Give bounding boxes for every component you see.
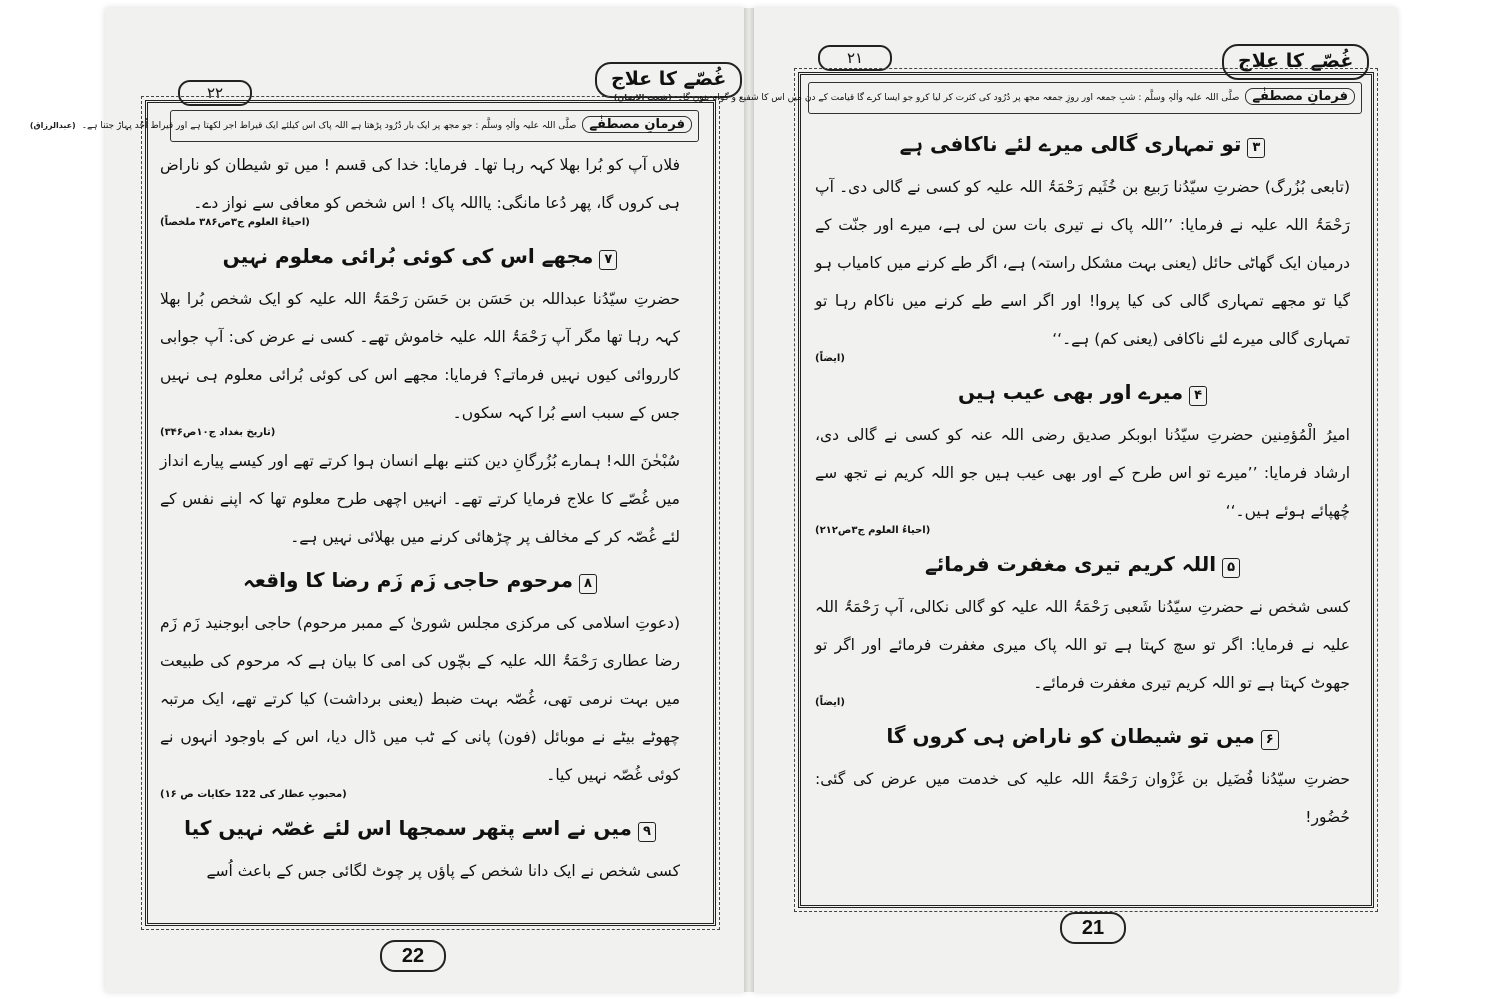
heading-number: ۹ <box>638 822 656 842</box>
right-page-content <box>815 120 1350 890</box>
left-header-title: غُصّے کا علاج <box>595 62 742 98</box>
right-farman-strip <box>613 82 1362 114</box>
section-heading-3 <box>815 122 1350 166</box>
paragraph: کسی شخص نے حضرتِ سیّدُنا شَعبی رَحْمَۃُ اللہ علیہ کو گالی نکالی، آپ رَحْمَۃُ اللہ علیہ نے فرمایا: اگر تو سچ کہتا ہے تو اللہ پاک میری مغفرت فرمائے اور اگر تو جھوٹ کہتا ہے تو اللہ کریم تیری مغفرت فرمائے۔ <box>815 598 1350 692</box>
farman-ref: (شعب الایمان) <box>613 93 672 102</box>
heading-number: ۴ <box>1189 386 1207 406</box>
heading-text: میں تو شیطان کو ناراض ہی کروں گا <box>886 724 1255 748</box>
paragraph: امیرُ الْمُؤمِنین حضرتِ سیّدُنا ابوبکر صدیق رضی اللہ عنہ کو کسی نے گالی دی، ارشاد فرمایا: ’’میرے تو اس طرح کے اور بھی عیب ہیں جو اللہ کریم نے تجھ سے چُھپائے ہوئے ہیں۔‘‘ <box>815 426 1350 520</box>
section-heading-5 <box>815 542 1350 586</box>
paragraph: (تابعی بُزُرگ) حضرتِ سیّدُنا رَبیع بن خُثَیم رَحْمَۃُ اللہ علیہ کو کسی نے گالی دی۔ آپ رَحْمَۃُ اللہ علیہ نے فرمایا: ’’اللہ پاک نے تیری بات سن لی ہے، میرے اور جنّت کے درمیان ایک گھاٹی حائل (یعنی بہت مشکل راستہ) ہے، اگر طے کرنے میں کامیاب ہو گیا تو مجھے تمہاری گالی کی کیا پروا! اور اگر اسے طے کرنے میں ناکام رہا تو تمہاری گالی میرے لئے ناکافی (یعنی کم) ہے۔‘‘ <box>815 178 1350 348</box>
farman-label: فرمانِ مصطفٰے <box>582 116 692 133</box>
section-heading-6 <box>815 714 1350 758</box>
heading-text: میرے اور بھی عیب ہیں <box>957 380 1184 404</box>
reference: (محبوبِ عطار کی 122 حکایات ص ۱۶) <box>160 789 347 800</box>
book-spine <box>744 8 754 992</box>
paragraph: حضرتِ سیّدُنا فُضَیل بن غَزْوان رَحْمَۃُ اللہ علیہ کی خدمت میں عرض کی گئی: حُضُور! <box>815 770 1350 826</box>
heading-text: اللہ کریم تیری مغفرت فرمائے <box>924 552 1217 576</box>
section-heading-9 <box>160 806 680 850</box>
paragraph: فلاں آپ کو بُرا بھلا کہہ رہا تھا۔ فرمایا: خدا کی قسم ! میں تو شیطان کو ناراض ہی کروں گا، پھر دُعا مانگی: یااللہ پاک ! اس شخص کو معافی سے نواز دے۔ <box>160 156 680 212</box>
paragraph: سُبْحٰنَ اللہ! ہمارے بُزُرگانِ دین کتنے بھلے انسان ہوا کرتے تھے اور کیسے پیارے انداز میں غُصّے کا علاج فرمایا کرتے تھے۔ انہیں اچھی طرح معلوم تھا کہ اپنے نفس کے لئے غُصّہ کر کے مخالف پر چڑھائی کرنے میں بھلائی نہیں ہے۔ <box>160 452 680 546</box>
reference: (ایضاً) <box>815 697 845 708</box>
paragraph: حضرتِ سیّدُنا عبداللہ بن حَسَن بن حَسَن رَحْمَۃُ اللہ علیہ کو ایک شخص بُرا بھلا کہہ رہا تھا مگر آپ رَحْمَۃُ اللہ علیہ خاموش تھے۔ کسی نے عرض کی: آپ جوابی کارروائی کیوں نہیں فرماتے؟ فرمایا: مجھے اس کی کوئی بُرائی معلوم ہی نہیں جس کے سبب اسے بُرا کہہ سکوں۔ <box>160 290 680 422</box>
reference: (احیاءُ العلوم ج۳ص۲۱۲) <box>815 525 931 536</box>
left-footer-page-number: 22 <box>380 940 446 972</box>
left-header-number: ۲۲ <box>178 80 252 106</box>
reference: (تاریخ بغداد ج۱۰ص۳۴۶) <box>160 427 276 438</box>
section-heading-4 <box>815 370 1350 414</box>
heading-number: ۷ <box>599 250 617 270</box>
heading-text: مجھے اس کی کوئی بُرائی معلوم نہیں <box>222 244 594 268</box>
reference: (احیاءُ العلوم ج۳ص۳۸۶ ملخصاً) <box>160 217 310 228</box>
right-header-number: ۲۱ <box>818 45 892 71</box>
heading-text: مرحوم حاجی زَم زَم رضا کا واقعہ <box>243 568 574 592</box>
heading-number: ۳ <box>1247 138 1265 158</box>
section-heading-8 <box>160 558 680 602</box>
farman-ref: (عبدالرزاق) <box>29 121 76 130</box>
heading-text: میں نے اسے پتھر سمجھا اس لئے غصّہ نہیں کیا <box>184 816 632 840</box>
left-farman-strip <box>29 110 699 142</box>
heading-number: ۶ <box>1261 730 1279 750</box>
heading-number: ۵ <box>1222 558 1240 578</box>
farman-label: فرمانِ مصطفٰے <box>1245 88 1355 105</box>
right-footer-page-number: 21 <box>1060 912 1126 944</box>
paragraph: کسی شخص نے ایک دانا شخص کے پاؤں پر چوٹ لگائی جس کے باعث اُسے <box>206 862 680 880</box>
section-heading-7 <box>160 234 680 278</box>
right-header-title: غُصّے کا علاج <box>1222 44 1369 80</box>
reference: (ایضاً) <box>815 353 845 364</box>
farman-text: صلَّی اللہ علیہ واٰلہٖ وسلَّم : جو مجھ پر ایک بار دُرُود پڑھتا ہے اللہ پاک اس کیلئے ایک قیراط اجر لکھتا ہے اور قیراط اُحُد پہاڑ جتنا ہے۔ <box>81 121 577 131</box>
heading-text: تو تمہاری گالی میرے لئے ناکافی ہے <box>899 132 1242 156</box>
heading-number: ۸ <box>579 574 597 594</box>
farman-text: صلَّی اللہ علیہ واٰلہٖ وسلَّم : شبِ جمعہ اور روزِ جمعہ مجھ پر دُرُود کی کثرت کر لیا کرو جو ایسا کرے گا قیامت کے دن میں اس کا شفیع و گواہ بنوں گا۔ <box>677 93 1240 103</box>
paragraph: (دعوتِ اسلامی کی مرکزی مجلس شوریٰ کے ممبر مرحوم) حاجی ابوجنید زَم زَم رضا عطاری رَحْمَۃُ اللہ علیہ کے بچّوں کی امی کا بیان ہے کہ مرحوم کی طبیعت میں بہت نرمی تھی، غُصّہ بہت ضبط (یعنی برداشت) کیا کرتے تھے، ایک مرتبہ چھوٹے بیٹے نے موبائل (فون) پانی کے ٹب میں ڈال دیا، اس کے باوجود انہوں نے کوئی غُصّہ نہیں کیا۔ <box>160 614 680 784</box>
left-page-content <box>160 146 680 906</box>
